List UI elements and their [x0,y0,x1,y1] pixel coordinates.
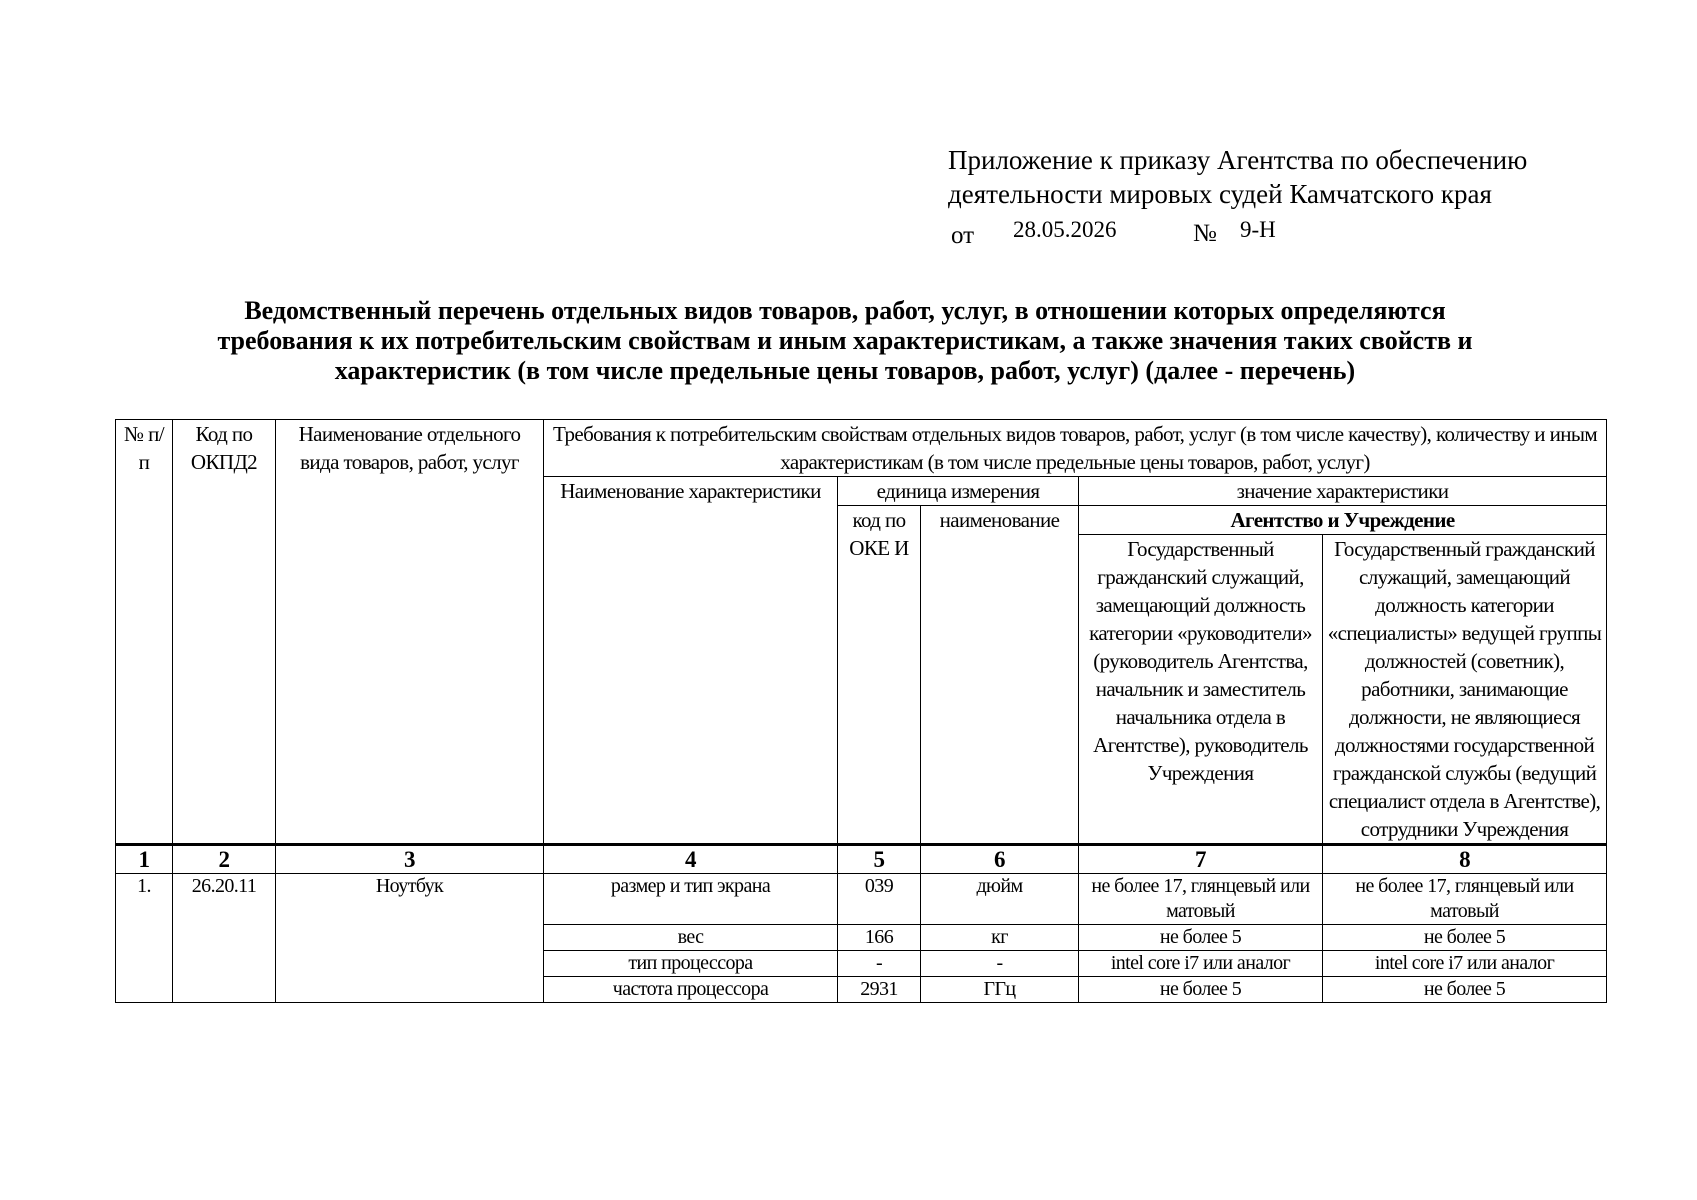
header-characteristic-name: Наименование характеристики [544,477,838,845]
table-row [116,874,1607,925]
header-agency: Агентство и Учреждение [1079,506,1607,535]
characteristic-cell: частота процессора [544,977,838,1003]
characteristic-cell: вес [544,925,838,951]
item-code: 26.20.11 [173,874,276,1003]
header-okpd2-code: Код по ОКПД2 [173,420,276,845]
unit-code-cell: - [838,951,921,977]
characteristic-cell: размер и тип экрана [544,874,838,925]
unit-code-cell: 2931 [838,977,921,1003]
column-numbers-row [116,845,1607,874]
unit-name-cell: ГГц [921,977,1079,1003]
order-number: 9-Н [1240,217,1276,242]
value-specialists-cell: не более 17, глянцевый или матовый [1323,874,1607,925]
header-item-name: Наименование отдельного вида товаров, работ, услуг [276,420,544,845]
header-characteristic-value: значение характеристики [1079,477,1607,506]
column-number: 3 [276,845,544,874]
document-title [115,296,1575,386]
unit-code-cell: 166 [838,925,921,951]
requirements-table [115,419,1607,1003]
column-number: 4 [544,845,838,874]
order-number-sign: № [1193,220,1217,247]
value-specialists-cell: не более 5 [1323,925,1607,951]
item-name: Ноутбук [276,874,544,1003]
header-number: № п/п [116,420,173,845]
column-number: 1 [116,845,173,874]
value-leaders-cell: не более 5 [1079,977,1323,1003]
appendix-line-1: Приложение к приказу Агентства по обеспечению [948,145,1528,175]
unit-code-cell: 039 [838,874,921,925]
order-date-label: от [951,222,975,249]
column-number: 6 [921,845,1079,874]
header-unit-code: код по ОКЕ И [838,506,921,845]
unit-name-cell: дюйм [921,874,1079,925]
appendix-line-2: деятельности мировых судей Камчатского края [948,179,1492,209]
unit-name-cell: - [921,951,1079,977]
order-reference [948,211,1668,249]
header-unit-name: наименование [921,506,1079,845]
characteristic-cell: тип процессора [544,951,838,977]
title-line-3: характеристик (в том числе предельные цены товаров, работ, услуг) (далее - перечень) [334,356,1356,385]
value-specialists-cell: intel core i7 или аналог [1323,951,1607,977]
column-number: 8 [1323,845,1607,874]
column-number: 2 [173,845,276,874]
header-group-leaders: Государственный гражданский служащий, замещающий должность категории «руководители» (руководитель Агентства, начальник и заместитель начальника отдела в Агентстве), руководитель Учреждения [1079,535,1323,845]
title-line-1: Ведомственный перечень отдельных видов товаров, работ, услуг, в отношении которых определяются [244,296,1446,325]
column-number: 5 [838,845,921,874]
order-date: 28.05.2026 [1013,217,1117,242]
value-leaders-cell: intel core i7 или аналог [1079,951,1323,977]
header-group-specialists: Государственный гражданский служащий, замещающий должность категории «специалисты» ведущей группы должностей (советник), работники, занимающие должности, не являющиеся должностями государственной гражданской службы (ведущий специалист отдела в Агентстве), сотрудники Учреждения [1323,535,1607,845]
appendix-header [948,143,1668,249]
value-leaders-cell: не более 17, глянцевый или матовый [1079,874,1323,925]
unit-name-cell: кг [921,925,1079,951]
title-line-2: требования к их потребительским свойствам и иным характеристикам, а также значения таких свойств и [217,326,1473,355]
value-specialists-cell: не более 5 [1323,977,1607,1003]
header-requirements: Требования к потребительским свойствам отдельных видов товаров, работ, услуг (в том числе качеству), количеству и иным характеристикам (в том числе предельные цены товаров, работ, услуг) [544,420,1607,477]
column-number: 7 [1079,845,1323,874]
header-unit: единица измерения [838,477,1079,506]
item-number: 1. [116,874,173,1003]
value-leaders-cell: не более 5 [1079,925,1323,951]
